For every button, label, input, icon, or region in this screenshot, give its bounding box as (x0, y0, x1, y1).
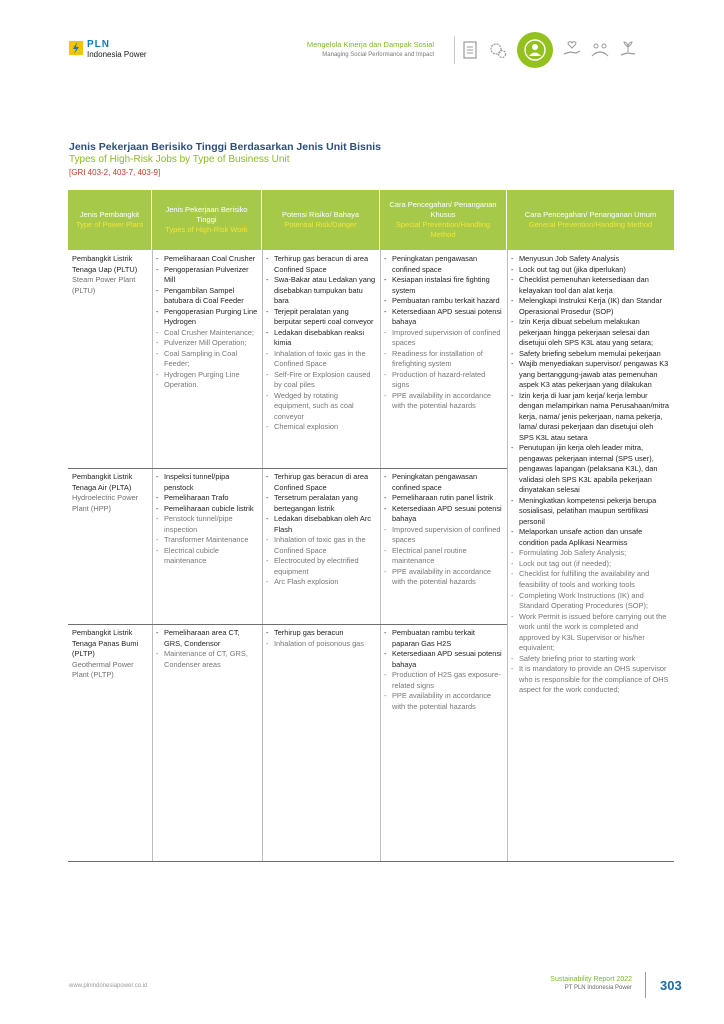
general-prevention-cell (507, 254, 674, 696)
list-item: - Terhirup gas beracun di area Confined Space (266, 472, 376, 493)
list-item-english: - Wedged by rotating equipment, such as coal conveyor (266, 391, 376, 423)
list-item-english: - Transformer Maintenance (156, 535, 258, 546)
row-divider (68, 468, 507, 469)
risk-cell (262, 254, 380, 433)
list-item: - Ledakan disebabkan oleh Arc Flash (266, 514, 376, 535)
brand-subtitle: Indonesia Power (87, 50, 147, 59)
list-item-english: - Chemical explosion (266, 422, 376, 433)
list-item-english: - Formulating Job Safety Analysis; (511, 548, 670, 559)
list-item: - Tersetrum peralatan yang bertegangan listrik (266, 493, 376, 514)
list-item-english: - Electrical panel routine maintenance (384, 546, 503, 567)
list-item: - Checklist pemenuhan ketersediaan dan kelayakan tool dan alat kerja (511, 275, 670, 296)
gears-icon[interactable] (487, 39, 509, 61)
list-item: - Menyusun Job Safety Analysis (511, 254, 670, 265)
list-item: - Peningkatan pengawasan confined space (384, 472, 503, 493)
hand-heart-icon[interactable] (561, 39, 583, 61)
risk-list (266, 472, 376, 588)
list-item-english: - Production of H2S gas exposure-related signs (384, 670, 503, 691)
list-item-english: - Checklist for fulfilling the availability and feasibility of tools and working tools (511, 569, 670, 590)
plant-name: Pembangkit Listrik Tenaga Air (PLTA) (72, 472, 133, 492)
table-body (68, 250, 674, 862)
list-item: - Pengoperasian Purging Line Hydrogen (156, 307, 258, 328)
plant-name: Pembangkit Listrik Tenaga Uap (PLTU) (72, 254, 138, 274)
list-item: - Pengambilan Sampel batubara di Coal Feeder (156, 286, 258, 307)
table-header (68, 190, 674, 250)
special-prevention-list (384, 472, 503, 588)
list-item: - Meningkatkan kompetensi pekerja berupa sosialisasi, pelatihan maupun sertifikasi personil (511, 496, 670, 528)
list-item-english: - It is mandatory to provide an OHS supervisor who is responsible for the compliance of OHS aspect for the work conducted; (511, 664, 670, 696)
header-label-english: General Prevention/Handling Method (528, 220, 653, 229)
work-list (156, 628, 258, 670)
header-label-english: Potential Risk/Danger (284, 220, 357, 229)
special-prevention-cell (380, 254, 507, 412)
list-item: - Inspeksi tunnel/pipa penstock (156, 472, 258, 493)
header-label: Cara Pencegahan/ Penanganan Umum (524, 209, 657, 219)
list-item: - Ketersediaan APD sesuai potensi bahaya (384, 649, 503, 670)
list-item: - Pembuatan rambu terkait hazard (384, 296, 503, 307)
list-item-english: - Safety briefing prior to starting work (511, 654, 670, 665)
header-label: Jenis Pekerjaan Berisiko Tinggi (165, 204, 248, 224)
people-circle-icon[interactable] (517, 32, 553, 68)
risk-cell (262, 472, 380, 588)
plant-name-english: Steam Power Plant (PLTU) (72, 275, 136, 295)
list-item-english: - PPE availability in accordance with the potential hazards (384, 567, 503, 588)
special-prevention-cell (380, 472, 507, 588)
list-item-english: - Completing Work Instructions (IK) and Standard Operating Procedures (SOP); (511, 591, 670, 612)
header-label: Potensi Risiko/ Bahaya (281, 209, 360, 219)
risk-list (266, 628, 376, 649)
table-bottom-border (68, 861, 674, 862)
plant-cell (68, 472, 152, 514)
list-item: - Pembuatan rambu terkait paparan Gas H2S (384, 628, 503, 649)
list-item-english: - PPE availability in accordance with the potential hazards (384, 391, 503, 412)
table-title: Jenis Pekerjaan Berisiko Tinggi Berdasarkan Jenis Unit Bisnis (69, 141, 382, 153)
list-item-english: - Lock out tag out (if needed); (511, 559, 670, 570)
section-subtitle: Managing Social Performance and Impact (322, 52, 434, 58)
list-item: - Ledakan disebabkan reaksi kimia (266, 328, 376, 349)
row-divider (68, 624, 507, 625)
list-item: - Peningkatan pengawasan confined space (384, 254, 503, 275)
website-url: www.plnindonesiapower.co.id (69, 983, 148, 989)
plant-name: Pembangkit Listrik Tenaga Panas Bumi (PLTP) (72, 628, 139, 659)
list-item: - Swa-Bakar atau Ledakan yang disebabkan tumpukan batu bara (266, 275, 376, 307)
list-item: - Melaporkan unsafe action dan unsafe condition pada Aplikasi Nearmiss (511, 527, 670, 548)
header-label-english: Types of High-Risk Work (165, 225, 248, 235)
header-potential-risk (262, 190, 380, 250)
list-item-english: - Hydrogen Purging Line Operation. (156, 370, 258, 391)
plant-cell (68, 628, 152, 681)
list-item: - Lock out tag out (jika diperlukan) (511, 265, 670, 276)
high-risk-jobs-table (68, 190, 674, 862)
special-prevention-cell (380, 628, 507, 712)
list-item-english: - Improved supervision of confined spaces (384, 328, 503, 349)
list-item-english: - Electrical cubicle maintenance (156, 546, 258, 567)
list-item: - Pemeliharaan cubicle listrik (156, 504, 258, 515)
company-name: PT PLN Indonesia Power (564, 985, 632, 991)
table-title-english: Types of High-Risk Jobs by Type of Business Unit (69, 154, 290, 165)
header-plant-type (68, 190, 152, 250)
section-title: Mengelola Kinerja dan Dampak Sosial (306, 40, 434, 49)
page-number: 303 (660, 978, 682, 993)
work-list (156, 254, 258, 391)
list-item-english: - PPE availability in accordance with the potential hazards (384, 691, 503, 712)
special-prevention-list (384, 628, 503, 712)
list-item: - Safety briefing sebelum memulai pekerjaan (511, 349, 670, 360)
list-item-english: - Production of hazard-related signs (384, 370, 503, 391)
list-item-english: - Electrocuted by electrified equipment (266, 556, 376, 577)
risk-cell (262, 628, 380, 649)
header-label: Jenis Pembangkit (79, 209, 140, 219)
work-cell (152, 628, 262, 670)
plant-cell (68, 254, 152, 296)
list-item: - Wajib menyediakan supervisor/ pengawas K3 yang bertanggung-jawab atas pemenuhan aspek K3 atas pekerjaan yang dilakukan (511, 359, 670, 391)
list-item-english: - Inhalation of toxic gas in the Confined Space (266, 349, 376, 370)
list-item-english: - Maintenance of CT, GRS, Condenser areas (156, 649, 258, 670)
list-item-english: - Readiness for installation of firefighting system (384, 349, 503, 370)
list-item: - Izin kerja di luar jam kerja/ kerja lembur dengan melampirkan nama Perusahaan/mitra kerja, nama/ jenis pekerjaan, nama pekerja, lama/ durasi pekerjaan dan disetujui oleh SPS K3L atau setara (511, 391, 670, 444)
list-item-english: - Penstock tunnel/pipe inspection (156, 514, 258, 535)
list-item: - Terjepit peralatan yang berputar seperti coal conveyor (266, 307, 376, 328)
header-label-english: Special Prevention/Handling Method (395, 220, 491, 240)
list-item: - Pengoperasian Pulverizer Mill (156, 265, 258, 286)
list-item: - Terhirup gas beracun di area Confined Space (266, 254, 376, 275)
brand-name: PLN (87, 39, 110, 50)
list-item: - Izin Kerja dibuat sebelum melakukan pekerjaan hingga pekerjaan selesai dan disetujui oleh SPS K3L atau yang setara; (511, 317, 670, 349)
risk-list (266, 254, 376, 433)
list-item-english: - Inhalation of toxic gas in the Confined Space (266, 535, 376, 556)
list-item-english: - Arc Flash explosion (266, 577, 376, 588)
plant-name-english: Hydroelectric Power Plant (HPP) (72, 493, 139, 513)
document-icon[interactable] (459, 39, 481, 61)
plant-hand-icon[interactable] (617, 39, 639, 61)
list-item: - Pemeliharaan Coal Crusher (156, 254, 258, 265)
list-item: - Ketersediaan APD sesuai potensi bahaya (384, 504, 503, 525)
work-cell (152, 472, 262, 567)
chapter-nav (454, 32, 645, 68)
list-item-english: - Coal Sampling in Coal Feeder; (156, 349, 258, 370)
list-item: - Pemeliharaan area CT, GRS, Condensor (156, 628, 258, 649)
header-label: Cara Pencegahan/ Penanganan Khusus (389, 199, 497, 219)
header-label-english: Type of Power Plant (75, 220, 144, 229)
list-item-english: - Self-Fire or Explosion caused by coal piles (266, 370, 376, 391)
divider (454, 36, 455, 64)
list-item-english: - Work Permit is issued before carrying out the work until the work is completed and approved by K3L Supervisor or his/her equivalent; (511, 612, 670, 654)
gri-reference: [GRI 403-2, 403-7, 403-9] (69, 168, 161, 177)
header-special-prevention (380, 190, 507, 250)
list-item: - Melengkapi Instruksi Kerja (IK) dan Standar Operasional Prosedur (SOP) (511, 296, 670, 317)
pln-logo-icon (69, 41, 83, 55)
footer-divider (645, 972, 646, 998)
special-prevention-list (384, 254, 503, 412)
list-item: - Ketersediaan APD sesuai potensi bahaya (384, 307, 503, 328)
plant-name-english: Geothermal Power Plant (PLTP) (72, 659, 134, 680)
section-heading (240, 40, 434, 58)
report-info (550, 976, 632, 991)
header-general-prevention (507, 190, 674, 250)
list-item-english: - Improved supervision of confined spaces (384, 525, 503, 546)
community-icon[interactable] (589, 39, 611, 61)
work-cell (152, 254, 262, 391)
list-item: - Terhirup gas beracun (266, 628, 376, 639)
list-item: - Penutupan ijin kerja oleh leader mitra, pengawas pekerjaan internal (SPS user), pengawas lapangan (pelaksana K3L), dan validasi oleh SPS K3L apabila pekerjaan dinyatakan selesai (511, 443, 670, 496)
list-item-english: - Inhalation of poisonous gas (266, 639, 376, 650)
list-item: - Pemeliharaan rutin panel listrik (384, 493, 503, 504)
work-list (156, 472, 258, 567)
list-item-english: - Coal Crusher Maintenance; (156, 328, 258, 339)
general-prevention-list (511, 254, 670, 696)
header-work-type (152, 190, 262, 250)
company-logo (69, 40, 147, 59)
report-name: Sustainability Report 2022 (550, 976, 632, 983)
list-item-english: - Pulverizer Mill Operation; (156, 338, 258, 349)
list-item: - Pemeliharaan Trafo (156, 493, 258, 504)
list-item: - Kesiapan instalasi fire fighting system (384, 275, 503, 296)
